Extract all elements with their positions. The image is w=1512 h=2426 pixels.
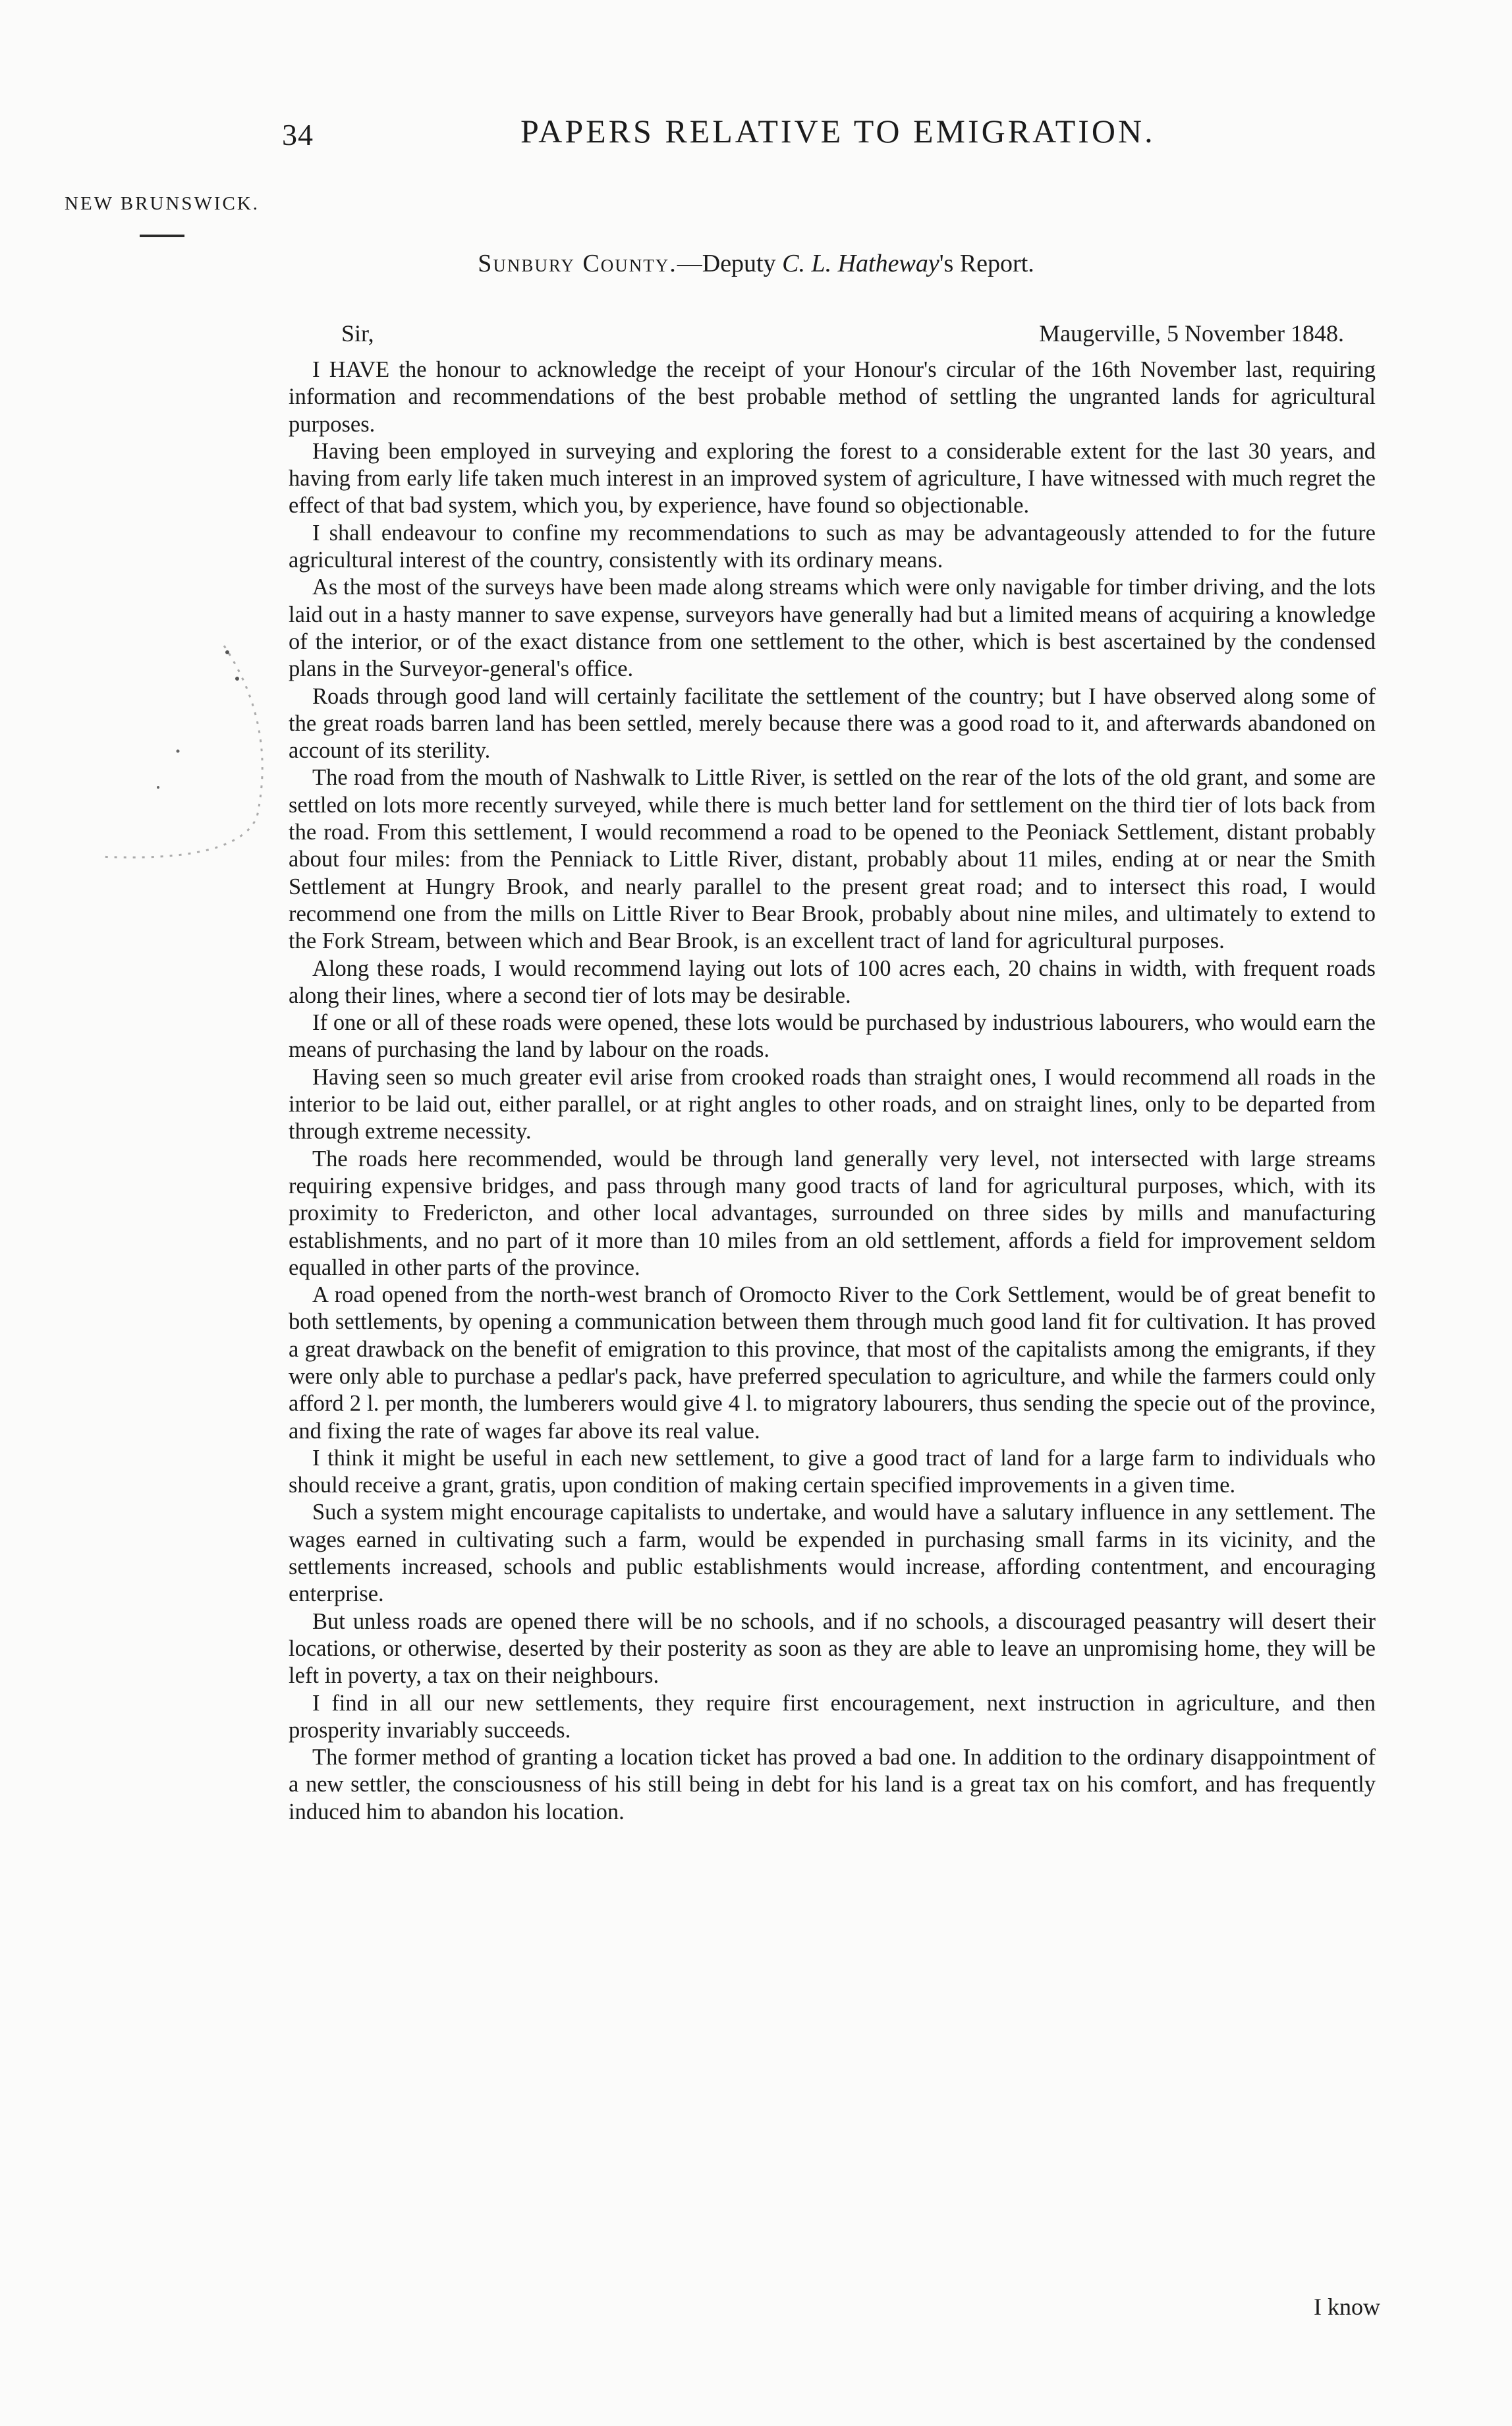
paragraph: Such a system might encourage capitalists to undertake, and would have a salutary influence in any settlement. The wages earned in cultivating such a farm, would be expended in purchasing small farms in its vicinity, and the settlements increased, schools and public establishments would increase, affording contentment, and encouraging enterprise.	[289, 1500, 1376, 1607]
paragraph: The road from the mouth of Nashwalk to Little River, is settled on the rear of the lots of the old grant, and some are settled on lots more recently surveyed, while there is much better land for settlement on the third tier of lots back from the road. From this settlement, I would recommend a road to be opened to the Peoniack Settlement, distant probably about four miles: from the Penniack to Little River, distant, probably about 11 miles, ending at or near the Smith Settlement at Hungry Brook, and nearly parallel to the present great road; and to intersect this road, I would recommend one from the mills on Little River to Bear Brook, probably about nine miles, and ultimately to extend to the Fork Stream, between which and Bear Brook, is an excellent tract of land for agricultural purposes.	[289, 765, 1376, 954]
paragraph: I shall endeavour to confine my recommendations to such as may be advantageously attended to for the future agricultural interest of the country, consistently with its ordinary means.	[289, 520, 1376, 573]
page-number: 34	[282, 118, 314, 152]
paragraph: If one or all of these roads were opened, these lots would be purchased by industrious labourers, who would earn the means of purchasing the land by labour on the roads.	[289, 1010, 1376, 1063]
heading-dash: —Deputy	[677, 250, 783, 277]
paragraph: Having seen so much greater evil arise from crooked roads than straight ones, I would recommend all roads in the interior to be laid out, either parallel, or at right angles to other roads, and on straight lines, only to be departed from through extreme necessity.	[289, 1064, 1376, 1144]
report-heading	[0, 249, 1512, 278]
running-title: PAPERS RELATIVE TO EMIGRATION.	[520, 113, 1156, 150]
letter-body	[289, 356, 1376, 1826]
paragraph: I find in all our new settlements, they require first encouragement, next instruction in agriculture, and then prosperity invariably succeeds.	[289, 1690, 1376, 1743]
paragraph: Having been employed in surveying and exploring the forest to a considerable extent for the last 30 years, and having from early life taken much interest in an improved system of agriculture, I have witnessed with much regret the effect of that bad system, which you, by experience, have found so objectionable.	[289, 438, 1376, 519]
paragraph: The former method of granting a location ticket has proved a bad one. In addition to the ordinary disappointment of a new settler, the consciousness of his still being in debt for his land is a great tax on his comfort, and has frequently induced him to abandon his location.	[289, 1745, 1376, 1824]
deputy-name: C. L. Hatheway	[782, 250, 939, 277]
paragraph: I think it might be useful in each new settlement, to give a good tract of land for a large farm to individuals who should receive a grant, gratis, upon condition of making certain specified improvements in a given time.	[289, 1445, 1376, 1498]
paragraph: A road opened from the north-west branch of Oromocto River to the Cork Settlement, would be of great benefit to both settlements, by opening a communication between them through much good land fit for cultivation. It has proved a great drawback on the benefit of emigration to this province, that most of the capitalists among the emigrants, if they were only able to purchase a pedlar's pack, have preferred speculation to agriculture, and while the farmers could only afford 2 l. per month, the lumberers would give 4 l. to migratory labourers, thus sending the specie out of the province, and fixing the rate of wages far above its real value.	[289, 1282, 1376, 1444]
paragraph: As the most of the surveys have been made along streams which were only navigable for timber driving, and the lots laid out in a hasty manner to save expense, surveyors have generally had but a limited means of acquiring a knowledge of the interior, or of the exact distance from one settlement to the other, which is best ascertained by the condensed plans in the Surveyor-general's office.	[289, 575, 1376, 682]
paragraph: Roads through good land will certainly facilitate the settlement of the country; but I have observed along some of the great roads barren land has been settled, merely because there was a good road to it, and afterwards abandoned on account of its sterility.	[289, 683, 1376, 764]
salutation: Sir,	[341, 320, 374, 347]
paragraph: The roads here recommended, would be through land generally very level, not intersected with large streams requiring expensive bridges, and pass through many good tracts of land for agricultural purposes, which, with its proximity to Fredericton, and other local advantages, surrounded on three sides by mills and manufacturing establishments, and no part of it more than 10 miles from an old settlement, affords a field for improvement seldom equalled in other parts of the province.	[289, 1146, 1376, 1280]
catchword: I know	[1314, 2294, 1380, 2320]
county-name: Sunbury County.	[478, 250, 677, 277]
margin-rule	[140, 235, 184, 237]
margin-note: NEW BRUNSWICK.	[65, 193, 260, 214]
paragraph: I HAVE the honour to acknowledge the receipt of your Honour's circular of the 16th November last, requiring information and recommendations of the best probable method of settling the ungranted lands for agricultural purposes.	[289, 357, 1376, 437]
margin-stain-marks	[59, 619, 290, 876]
dateline: Maugerville, 5 November 1848.	[1039, 320, 1344, 347]
paragraph: Along these roads, I would recommend laying out lots of 100 acres each, 20 chains in width, with frequent roads along their lines, where a second tier of lots may be desirable.	[289, 955, 1376, 1008]
heading-suffix: 's Report.	[939, 250, 1034, 277]
paragraph: But unless roads are opened there will be no schools, and if no schools, a discouraged peasantry will desert their locations, or otherwise, deserted by their posterity as soon as they are able to leave an unpromising home, they will be left in poverty, a tax on their neighbours.	[289, 1608, 1376, 1689]
